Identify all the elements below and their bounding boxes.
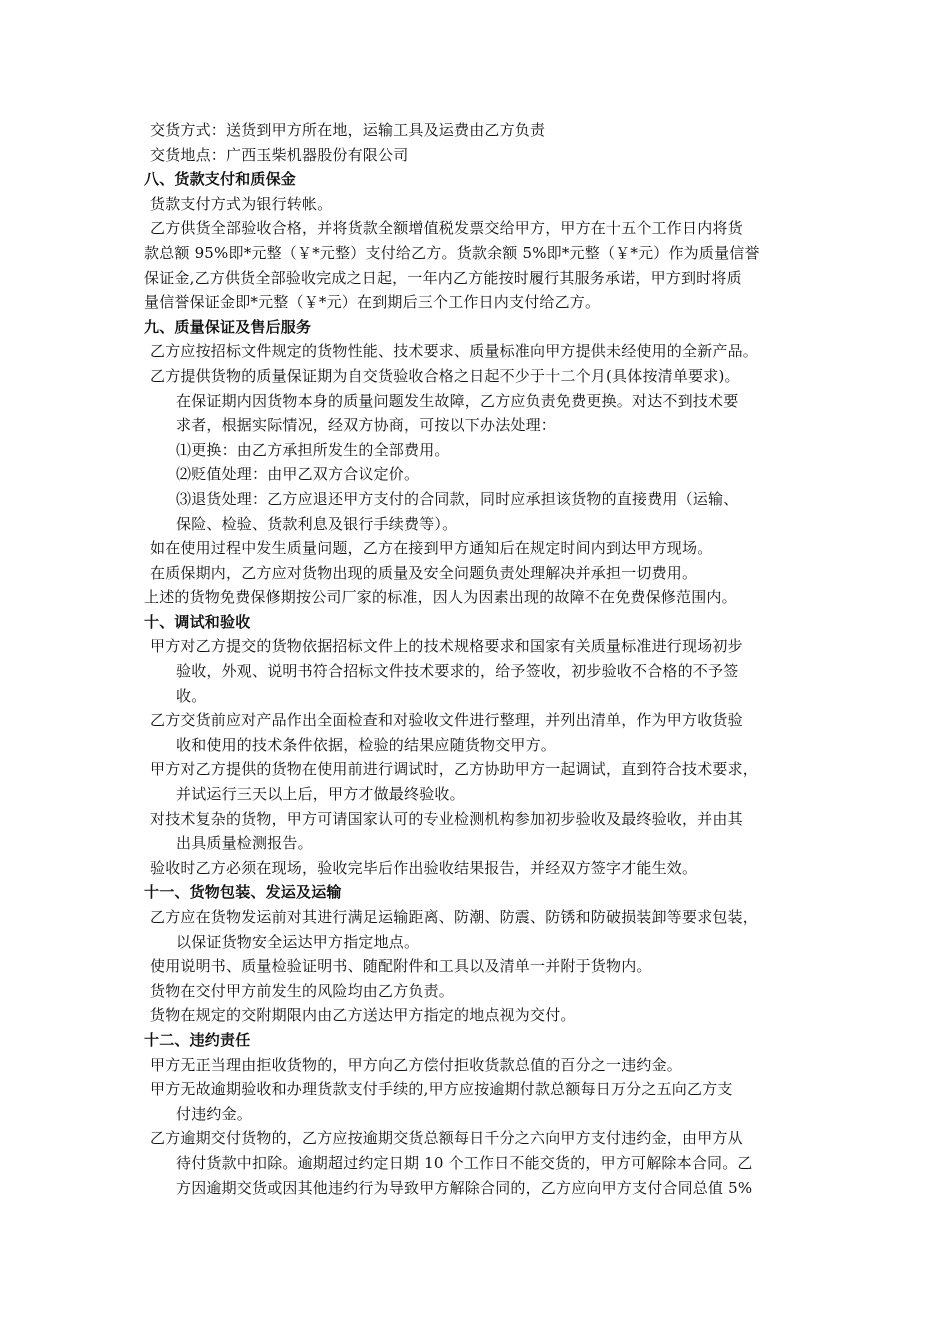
text-line: 在保证期内因货物本身的质量问题发生故障，乙方应负责免费更换。对达不到技术要	[176, 391, 739, 410]
text-line: 收和使用的技术条件依据，检验的结果应随货物交甲方。	[176, 735, 557, 754]
text-line: 货物在规定的交附期限内由乙方送达甲方指定的地点视为交付。	[150, 1006, 576, 1025]
text-line: 款总额 95%即*元整（￥*元整）支付给乙方。货款余额 5%即*元整（￥*元）作为质量信誉	[144, 243, 760, 262]
text-line: 甲方对乙方提供的货物在使用前进行调试时，乙方协助甲方一起调试，直到符合技术要求，	[150, 760, 759, 779]
text-line: 保险、检验、货款利息及银行手续费等）。	[176, 514, 458, 533]
text-line: 并试运行三天以上后，甲方才做最终验收。	[176, 785, 465, 804]
text-line: 使用说明书、质量检验证明书、随配附件和工具以及清单一并附于货物内。	[150, 957, 652, 976]
text-line: 保证金,乙方供货全部验收完成之日起，一年内乙方能按时履行其服务承诺，甲方到时将质	[144, 268, 742, 287]
text-line: 验收，外观、说明书符合招标文件技术要求的，给予签收，初步验收不合格的不予签	[176, 662, 739, 681]
text-line: 待付货款中扣除。逾期超过约定日期 10 个工作日不能交货的，甲方可解除本合同。乙	[176, 1153, 753, 1172]
section-heading: 十一、货物包装、发运及运输	[144, 883, 342, 902]
text-line: 以保证货物安全运达甲方指定地点。	[176, 932, 420, 951]
text-line: 交货方式：送货到甲方所在地，运输工具及运费由乙方负责	[150, 121, 546, 139]
text-line: 付违约金。	[176, 1104, 253, 1123]
section-heading: 八、货款支付和质保金	[144, 170, 297, 189]
text-line: 在质保期内，乙方应对货物出现的质量及安全问题负责处理解决并承担一切费用。	[150, 563, 698, 582]
section-heading: 十、调试和验收	[144, 612, 251, 631]
text-line: 验收时乙方必须在现场，验收完毕后作出验收结果报告，并经双方签字才能生效。	[150, 858, 698, 877]
text-line: ⑶退货处理：乙方应退还甲方支付的合同款，同时应承担该货物的直接费用（运输、	[176, 489, 739, 508]
text-line: 出具质量检测报告。	[176, 834, 313, 853]
text-line: 求者，根据实际情况，经双方协商，可按以下办法处理：	[176, 416, 557, 435]
text-line: 甲方对乙方提交的货物依据招标文件上的技术规格要求和国家有关质量标准进行现场初步	[150, 637, 743, 656]
text-line: 甲方无正当理由拒收货物的，甲方向乙方偿付拒收货款总值的百分之一违约金。	[150, 1055, 683, 1074]
text-line: 甲方无故逾期验收和办理货款支付手续的,甲方应按逾期付款总额每日万分之五向乙方支	[150, 1080, 733, 1099]
document-page	[0, 118, 950, 1200]
text-line: 货物在交付甲方前发生的风险均由乙方负责。	[150, 981, 455, 1000]
text-line: 方因逾期交货或因其他违约行为导致甲方解除合同的，乙方应向甲方支付合同总值 5%	[176, 1178, 753, 1197]
text-line: 量信誉保证金即*元整（￥*元）在到期后三个工作日内支付给乙方。	[144, 293, 601, 312]
text-line: ⑴更换：由乙方承担所发生的全部费用。	[176, 440, 450, 459]
text-line: 收。	[176, 686, 207, 705]
text-line: 乙方交货前应对产品作出全面检查和对验收文件进行整理，并列出清单，作为甲方收货验	[150, 711, 743, 730]
text-line: 乙方应在货物发运前对其进行满足运输距离、防潮、防震、防锈和防破损装卸等要求包装，	[150, 908, 759, 926]
text-line: 如在使用过程中发生质量问题，乙方在接到甲方通知后在规定时间内到达甲方现场。	[150, 539, 713, 558]
text-line: 乙方应按招标文件规定的货物性能、技术要求、质量标准向甲方提供未经使用的全新产品。	[150, 342, 759, 361]
text-line: 乙方供货全部验收合格，并将货款全额增值税发票交给甲方，甲方在十五个工作日内将货	[150, 219, 743, 238]
section-heading: 十二、违约责任	[144, 1030, 251, 1049]
text-line: 对技术复杂的货物，甲方可请国家认可的专业检测机构参加初步验收及最终验收，并由其	[150, 809, 743, 828]
text-line: 上述的货物免费保修期按公司厂家的标准，因人为因素出现的故障不在免费保修范围内。	[144, 588, 737, 607]
text-line: 货款支付方式为银行转帐。	[150, 194, 333, 213]
section-heading: 九、质量保证及售后服务	[144, 317, 312, 336]
text-line: 乙方逾期交付货物的，乙方应按逾期交货总额每日千分之六向甲方支付违约金，由甲方从	[150, 1129, 743, 1148]
text-line: 乙方提供货物的质量保证期为自交货验收合格之日起不少于十二个月(具体按清单要求)。	[150, 366, 740, 385]
text-line: 交货地点：广西玉柴机器股份有限公司	[150, 145, 409, 164]
text-line: ⑵贬值处理：由甲乙双方合议定价。	[176, 465, 420, 484]
